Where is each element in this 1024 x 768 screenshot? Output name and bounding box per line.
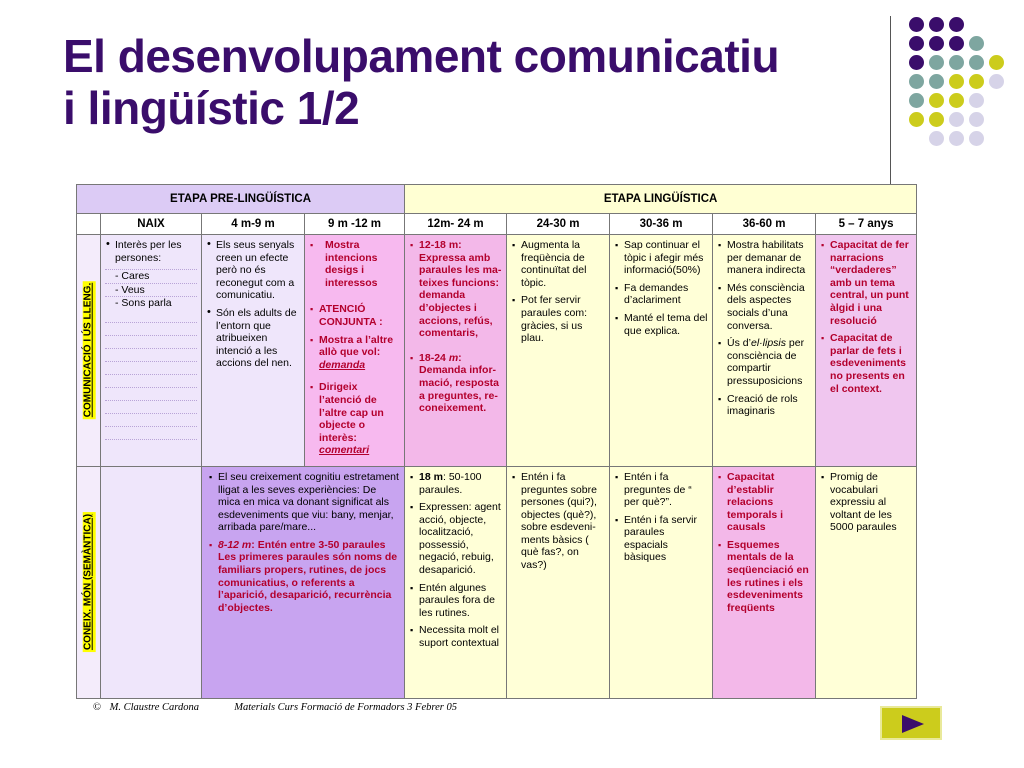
list-item: ▪ Pot fer servir paraules com: gràcies, si us plau. <box>521 294 605 344</box>
list-item: • Interès per les persones: <box>115 239 197 264</box>
list-item: ▪ Dirigeix l’atenció de l’altre cap un objecte o interès: comentari <box>319 381 400 457</box>
list-item: ▪ Augmenta la freqüència de continuïtat del tòpic. <box>521 239 605 289</box>
dot <box>929 36 944 51</box>
list-item: • Els seus senyals creen un efecte però no és reconegut com a comunicatiu. <box>216 239 300 302</box>
cell-comm-9-12 <box>305 235 405 467</box>
footer-author: M. Claustre Cardona <box>109 702 199 713</box>
dot <box>949 131 964 146</box>
row-label-text: CONEIX. MÓN (SEMÀNTICA) <box>82 514 94 651</box>
dot <box>929 74 944 89</box>
list-item: ▪ Esquemes mentals de la seqüenciació en les rutines i els esdeveniments freqüents <box>727 539 811 615</box>
row-label-communication <box>77 235 101 467</box>
age-header-24-30: 24-30 m <box>507 214 610 235</box>
dot <box>929 112 944 127</box>
title-line-1: El desenvolupament comunicatiu <box>63 30 780 82</box>
dot <box>949 93 964 108</box>
dot <box>909 55 924 70</box>
next-slide-button[interactable] <box>880 706 942 740</box>
cell-comm-naix <box>101 235 202 467</box>
decorative-dot-grid <box>909 17 1019 167</box>
dot <box>969 74 984 89</box>
page-title <box>63 30 779 134</box>
cell-know-30-36 <box>610 466 713 698</box>
dot <box>949 112 964 127</box>
list-item: ▪ Capacitat d’establir relacions temporals i causals <box>727 471 811 534</box>
list-item: - Cares <box>115 270 150 283</box>
cell-know-5-7 <box>816 466 917 698</box>
age-header-naix: NAIX <box>101 214 202 235</box>
dot <box>909 93 924 108</box>
list-item: ▪ 18-24 m: Demanda infor-mació, resposta a preguntes, re-coneixement. <box>419 352 502 415</box>
list-item: - Veus <box>115 283 145 296</box>
dot <box>929 55 944 70</box>
header-linguistic: ETAPA LINGÜÍSTICA <box>405 185 917 214</box>
age-header-9-12: 9 m -12 m <box>305 214 405 235</box>
list-item: ▪ Promig de vocabulari expressiu al voltant de les 5000 paraules <box>830 471 912 534</box>
row-label-text: COMUNICACIÓ I ÚS LLENG. <box>82 283 94 418</box>
age-header-blank <box>77 214 101 235</box>
list-item: ▪ Creació de rols imaginaris <box>727 393 811 418</box>
cell-know-naix <box>101 466 202 698</box>
list-item: ▪ Capacitat de parlar de fets i esdeveniments no presents en el context. <box>830 332 912 395</box>
cell-comm-12-24 <box>405 235 507 467</box>
list-item: ▪ 18 m: 50-100 paraules. <box>419 471 502 496</box>
list-item: ▪ Mostra intencions desigs i interessos <box>319 239 400 289</box>
list-item: ▪ Entén i fa preguntes sobre persones (qui?), objectes (què?), sobre esdeveni-ments bàsics ( què fas?, on vas?) <box>521 471 605 572</box>
cell-know-36-60 <box>713 466 816 698</box>
dot <box>969 112 984 127</box>
dot <box>969 55 984 70</box>
dot <box>969 93 984 108</box>
list-item: ▪ 8-12 m: Entén entre 3-50 paraules Les primeres paraules són noms de familiars propers, rutines, de jocs comunicatius, o referents a l’aparició, desaparició, recurrència d’objectes. <box>218 539 400 615</box>
age-header-30-36: 30-36 m <box>610 214 713 235</box>
dot <box>989 74 1004 89</box>
cell-comm-30-36 <box>610 235 713 467</box>
dot <box>909 112 924 127</box>
list-item: ▪ Fa demandes d’aclariment <box>624 282 708 307</box>
age-header-5-7: 5 – 7 anys <box>816 214 917 235</box>
list-item: ▪ Mostra a l’altre allò que vol: demanda <box>319 334 400 372</box>
dot <box>969 36 984 51</box>
list-item: ▪ El seu creixement cognitiu estretament lligat a les seves experiències: De mica en mica va donant significat als esdeveniments que viu: bany, menjar, arribada pare/mare... <box>218 471 400 534</box>
dot <box>929 131 944 146</box>
list-item: ▪ ATENCIÓ CONJUNTA : <box>319 303 400 328</box>
play-triangle-icon <box>902 715 924 733</box>
cell-comm-36-60 <box>713 235 816 467</box>
dot <box>949 55 964 70</box>
footer-materials: Materials Curs Formació de Formadors 3 Febrer 05 <box>234 702 457 713</box>
dot <box>949 17 964 32</box>
header-prelinguistic: ETAPA PRE-LINGÜÍSTICA <box>77 185 405 214</box>
list-item: ▪ Entén i fa preguntes de “ per què?”. <box>624 471 708 509</box>
cell-comm-5-7 <box>816 235 917 467</box>
dot <box>909 36 924 51</box>
cell-comm-24-30 <box>507 235 610 467</box>
list-item: ▪ Mostra habilitats per demanar de manera indirecta <box>727 239 811 277</box>
list-item: ▪ Entén i fa servir paraules espacials bàsiques <box>624 514 708 564</box>
list-item: ▪ 12-18 m: Expressa amb paraules les ma-teixes funcions: demanda d’objectes i accions, refús, comentaris, <box>419 239 502 340</box>
age-header-4-9: 4 m-9 m <box>202 214 305 235</box>
dot <box>949 74 964 89</box>
list-item: - Sons parla <box>115 297 172 310</box>
development-table <box>76 184 917 699</box>
dot <box>909 17 924 32</box>
dot <box>909 74 924 89</box>
list-item: • Són els adults de l’entorn que atribueixen intenció a les accions del nen. <box>216 307 300 370</box>
copyright-symbol: © <box>93 702 101 713</box>
cell-know-24-30 <box>507 466 610 698</box>
cell-comm-4-9 <box>202 235 305 467</box>
cell-know-4-12 <box>202 466 405 698</box>
list-item: ▪ Capacitat de fer narracions “verdaderes” amb un tema central, un punt àlgid i una resolució <box>830 239 912 327</box>
list-item: ▪ Expressen: agent acció, objecte, localització, possessió, negació, rebuig, desaparició. <box>419 501 502 577</box>
age-header-36-60: 36-60 m <box>713 214 816 235</box>
footer <box>93 702 457 713</box>
list-item: ▪ Necessita molt el suport contextual <box>419 624 502 649</box>
dot <box>949 36 964 51</box>
title-divider <box>890 16 891 186</box>
list-item: ▪ Entén algunes paraules fora de les rutines. <box>419 582 502 620</box>
list-item: ▪ Més consciència dels aspectes socials d’una conversa. <box>727 282 811 332</box>
dot <box>969 131 984 146</box>
list-item: ▪ Sap continuar el tòpic i afegir més informació(50%) <box>624 239 708 277</box>
list-item: ▪ Ús d’el·lipsis per consciència de compartir pressuposicions <box>727 337 811 387</box>
title-line-2: i lingüístic 1/2 <box>63 82 360 134</box>
dot <box>929 93 944 108</box>
cell-know-12-24 <box>405 466 507 698</box>
age-header-12-24: 12m- 24 m <box>405 214 507 235</box>
dot <box>989 55 1004 70</box>
dot <box>929 17 944 32</box>
list-item: ▪ Manté el tema del que explica. <box>624 312 708 337</box>
row-label-knowledge <box>77 466 101 698</box>
